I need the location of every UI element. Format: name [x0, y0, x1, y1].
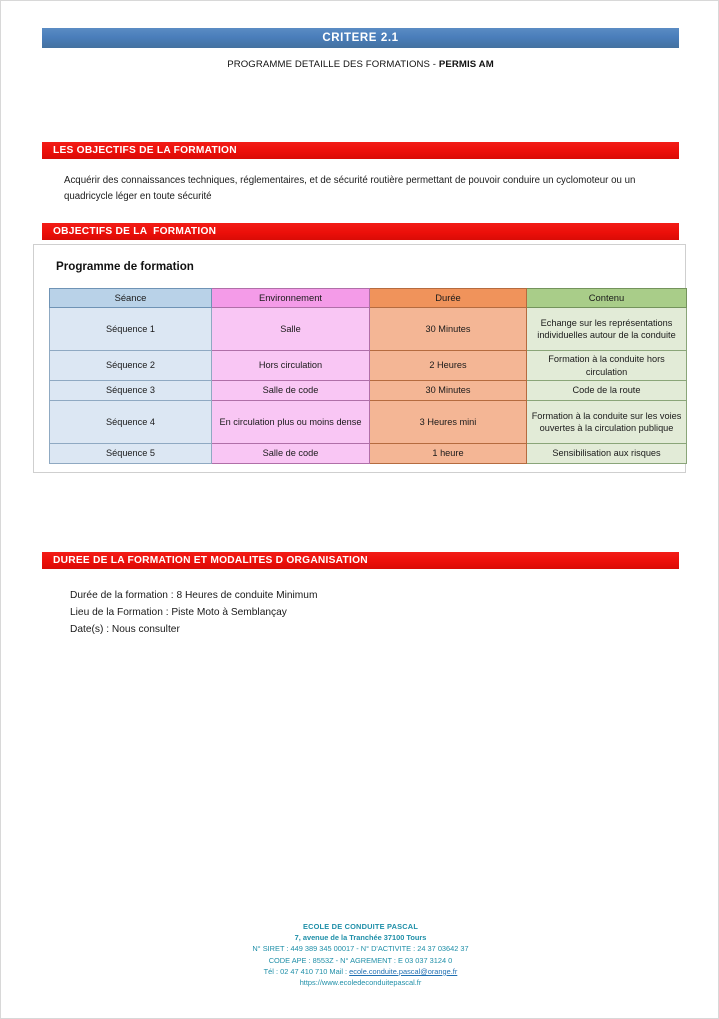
cell-seance: Séquence 2: [50, 351, 212, 381]
document-footer: [1, 921, 719, 988]
cell-seance: Séquence 4: [50, 401, 212, 444]
table-row: [50, 381, 687, 401]
cell-duree: 1 heure: [370, 444, 527, 464]
footer-company-name: ECOLE DE CONDUITE PASCAL: [302, 922, 419, 931]
cell-seance: Séquence 3: [50, 381, 212, 401]
column-header-seance: Séance: [50, 289, 212, 308]
table-row: [50, 444, 687, 464]
section-header-duree-label: DUREE DE LA FORMATION ET MODALITES D ORGANISATION: [53, 555, 368, 566]
cell-environnement: Salle: [212, 308, 370, 351]
cell-duree: 3 Heures mini: [370, 401, 527, 444]
cell-duree: 2 Heures: [370, 351, 527, 381]
program-title: Programme de formation: [56, 260, 194, 273]
document-subtitle-prefix: PROGRAMME DETAILLE DES FORMATIONS -: [227, 59, 439, 70]
footer-website[interactable]: https://www.ecoledeconduitepascal.fr: [299, 978, 422, 988]
cell-environnement: En circulation plus ou moins dense: [212, 401, 370, 444]
column-header-contenu: Contenu: [527, 289, 687, 308]
section-header-formation: [42, 223, 679, 240]
footer-email-link[interactable]: ecole.conduite.pascal@orange.fr: [349, 966, 458, 976]
cell-seance: Séquence 5: [50, 444, 212, 464]
criteria-banner: CRITERE 2.1: [42, 28, 679, 48]
program-table: [49, 288, 687, 464]
document-subtitle-strong: PERMIS AM: [438, 59, 494, 70]
cell-environnement: Salle de code: [212, 444, 370, 464]
cell-environnement: Hors circulation: [212, 351, 370, 381]
duration-line-formation: Durée de la formation : 8 Heures de conduite Minimum: [70, 590, 318, 601]
footer-ape-agrement: CODE APE : 8553Z - N° AGREMENT : E 03 037 3124 0: [268, 955, 453, 965]
table-row: [50, 351, 687, 381]
table-header-row: [50, 289, 687, 308]
section-header-formation-label: OBJECTIFS DE LA FORMATION: [53, 226, 217, 237]
cell-seance: Séquence 1: [50, 308, 212, 351]
cell-contenu: Sensibilisation aux risques: [527, 444, 687, 464]
objectives-paragraph: Acquérir des connaissances techniques, réglementaires, et de sécurité routière permettant de pouvoir conduire un cyclomoteur ou un quadricycle léger en toute sécurité: [64, 175, 636, 202]
table-row: [50, 401, 687, 444]
section-header-duree: [42, 552, 679, 569]
duration-line-dates: Date(s) : Nous consulter: [70, 624, 180, 635]
cell-contenu: Formation à la conduite hors circulation: [527, 351, 687, 381]
cell-contenu: Code de la route: [527, 381, 687, 401]
section-header-objectifs-label: LES OBJECTIFS DE LA FORMATION: [53, 145, 237, 156]
cell-contenu: Formation à la conduite sur les voies ouvertes à la circulation publique: [527, 401, 687, 444]
footer-contact: [1, 966, 719, 977]
column-header-environnement: Environnement: [212, 289, 370, 308]
cell-contenu: Echange sur les représentations individuelles autour de la conduite: [527, 308, 687, 351]
duration-line-lieu: Lieu de la Formation : Piste Moto à Semblançay: [70, 607, 287, 618]
cell-duree: 30 Minutes: [370, 381, 527, 401]
table-row: [50, 308, 687, 351]
cell-duree: 30 Minutes: [370, 308, 527, 351]
cell-environnement: Salle de code: [212, 381, 370, 401]
duration-details: [70, 587, 317, 638]
column-header-duree: Durée: [370, 289, 527, 308]
section-header-objectifs: [42, 142, 679, 159]
footer-address: 7, avenue de la Tranchée 37100 Tours: [294, 933, 427, 943]
footer-siret: N° SIRET : 449 389 345 00017 - N° D'ACTIVITE : 24 37 03642 37: [252, 944, 469, 954]
footer-tel: Tél : 02 47 410 710 Mail :: [263, 966, 350, 976]
document-subtitle: [1, 59, 719, 70]
